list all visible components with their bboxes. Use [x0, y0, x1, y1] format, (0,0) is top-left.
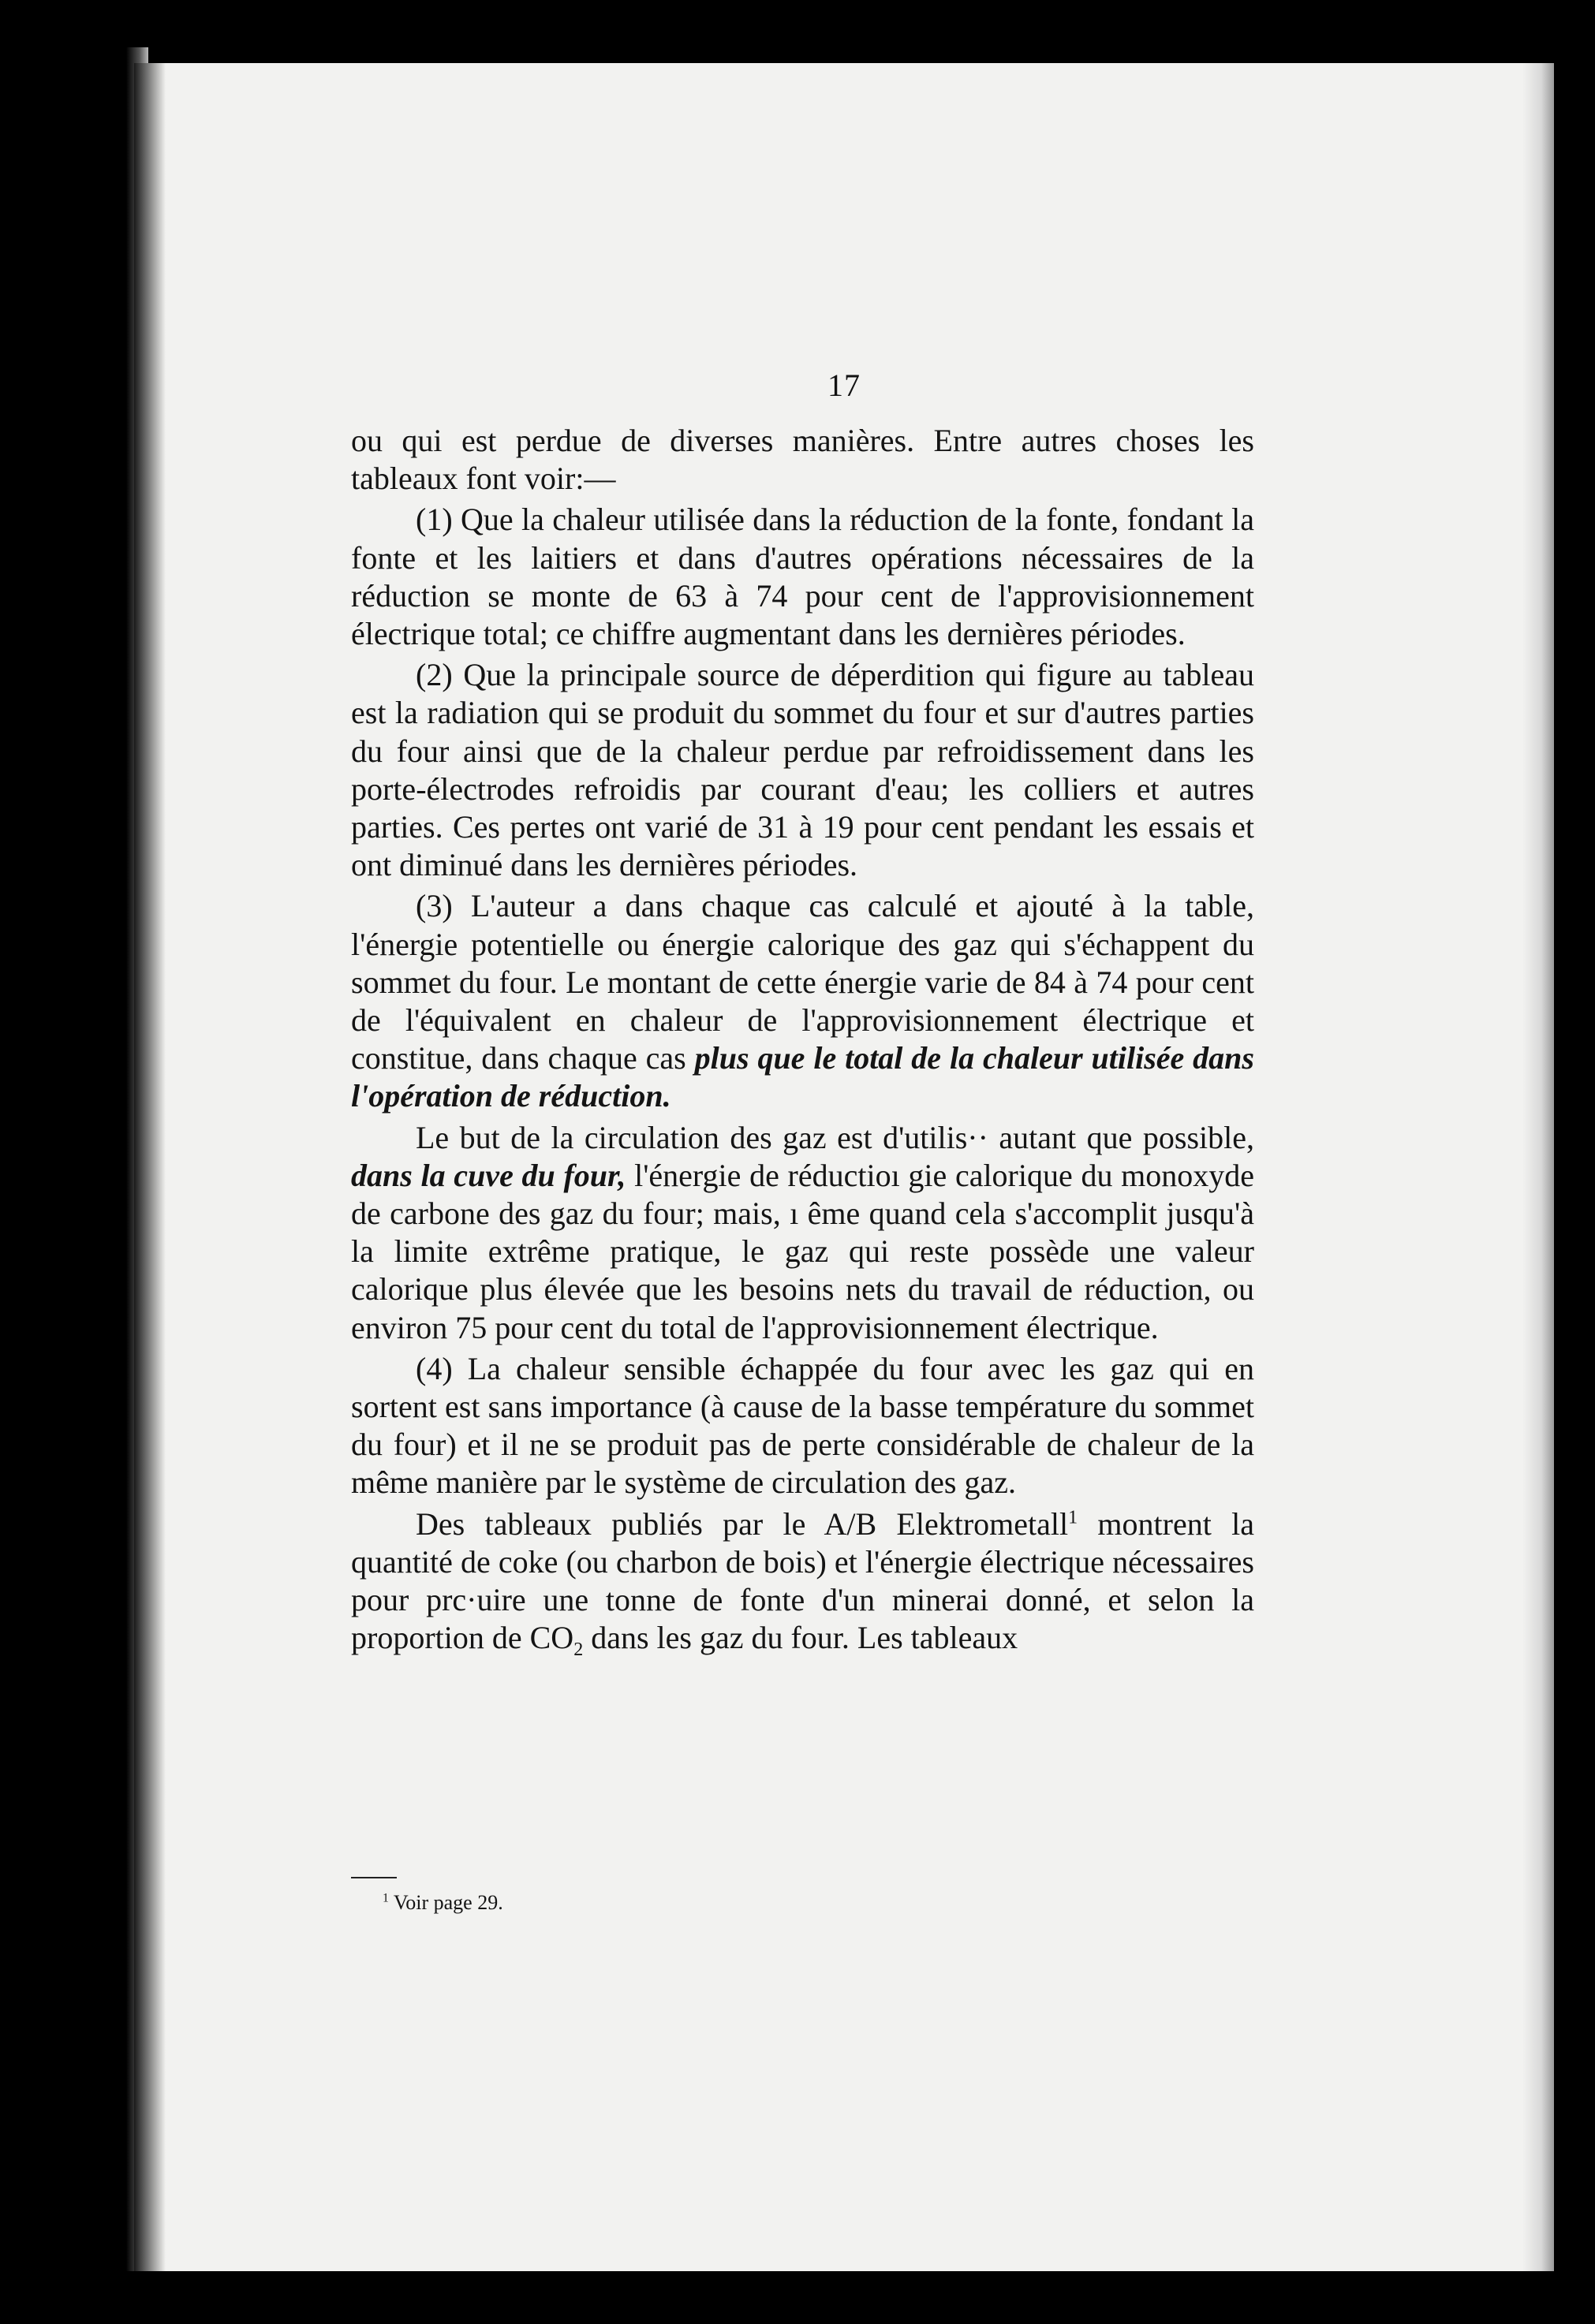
text-run: Des tableaux publiés par le A/B Elektrometall — [416, 1505, 1069, 1542]
paragraph-p1 — [351, 501, 1254, 653]
text-run: 2 — [573, 1639, 584, 1661]
body-text — [351, 422, 1255, 1661]
paragraph-p5 — [351, 1350, 1254, 1502]
paragraph-p6 — [351, 1505, 1254, 1661]
text-run: (1) Que la chaleur utilisée dans la réduction de la fonte, fondant la fonte et les laitiers et dans d'autres opérations nécessaires de la réduction se monte de 63 à 74 pour cent de l'approvisionnement électrique total; ce chiffre augmentant dans les dernières périodes. — [351, 502, 1254, 652]
text-run: ou qui est perdue de diverses manières. Entre autres choses les tableaux font voir:— — [351, 423, 1254, 497]
paragraph-p3 — [351, 887, 1254, 1115]
footnote-text: Voir page 29. — [388, 1891, 503, 1914]
text-run: l'énergie de réductioı gie calorique du monoxyde de carbone des gaz du four; mais, ı ême quand cela s'accomplit jusqu'à la limite extrême pratique, le gaz qui reste possède une valeur calorique plus élevée que les besoins nets du travail de réduction, ou environ 75 pour cent du total de l'approvisionnement électrique. — [351, 1157, 1255, 1345]
book-page — [134, 63, 1554, 2271]
footnote-rule — [351, 1877, 397, 1878]
text-run: montrent la quantité de coke (ou charbon de bois) et l'énergie électrique nécessaires pour prc·uire une tonne de fonte d'un minerai donné, et selon la proportion de CO — [351, 1505, 1254, 1656]
text-run: (4) La chaleur sensible échappée du four avec les gaz qui en sortent est sans importance (à cause de la basse température du sommet du four) et il ne se produit pas de perte considérable de chaleur de la même manière par le système de circulation des gaz. — [351, 1350, 1254, 1501]
text-run: plus que le total de la chaleur utilisée dans l'opération de réduction. — [351, 1040, 1254, 1114]
text-run: dans la cuve du four, — [351, 1157, 626, 1193]
text-run: dans les gaz du four. Les tableaux — [583, 1620, 1018, 1656]
footnote-marker: 1 — [383, 1891, 389, 1905]
text-run: (2) Que la principale source de déperdition qui figure au tableau est la radiation qui se produit du sommet du four et sur d'autres parties du four ainsi que de la chaleur perdue par refroidissement dans les porte-électrodes refroidis par courant d'eau; les colliers et autres parties. Ces pertes ont varié de 31 à 19 pour cent pendant les essais et ont diminué dans les dernières périodes. — [351, 657, 1254, 883]
text-run: Le but de la circulation des gaz est d'utilis·· autant que possible, — [416, 1119, 1254, 1155]
paragraph-p4 — [351, 1119, 1254, 1347]
text-run: 1 — [1068, 1507, 1078, 1528]
page-number: 17 — [827, 367, 861, 403]
text-run: (3) L'auteur a dans chaque cas calculé et ajouté à la table, l'énergie potentielle ou énergie calorique des gaz qui s'échappent du sommet du four. Le montant de cette énergie varie de 84 à 74 pour cent de l'équivalent en chaleur de l'approvisionnement électrique et constitue, dans chaque cas — [351, 888, 1254, 1076]
paragraph-p2 — [351, 656, 1254, 884]
footnote — [383, 1891, 503, 1915]
paragraph-p0 — [351, 422, 1254, 498]
